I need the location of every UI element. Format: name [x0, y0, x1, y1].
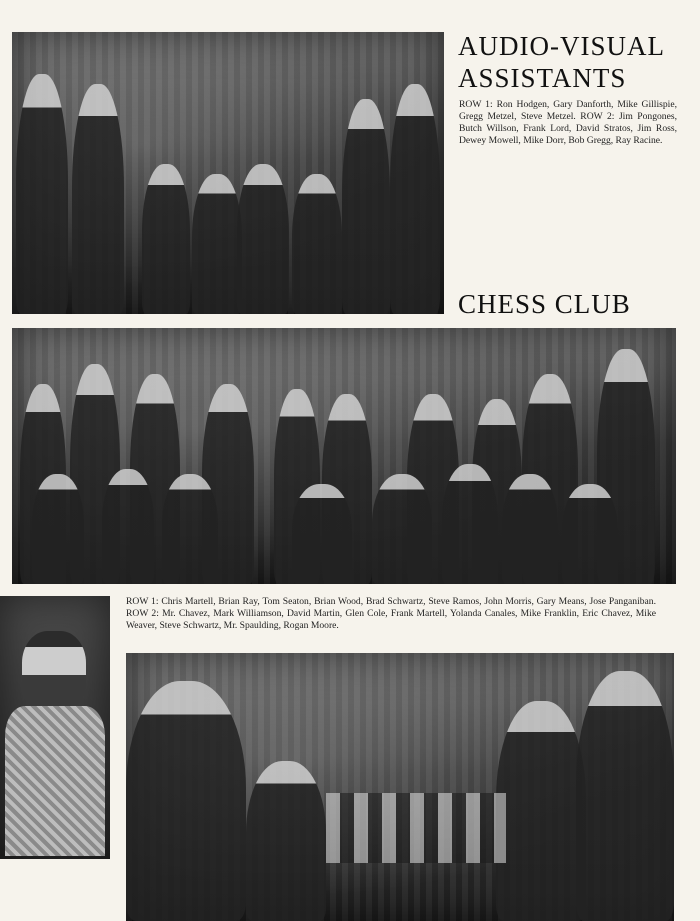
chess-club-caption: ROW 1: Chris Martell, Brian Ray, Tom Seaton, Brian Wood, Brad Schwartz, Steve Ramos, John Morris, Gary Means, Jose Panganiban. ROW 2: Mr. Chavez, Mark Williamson, David Martin, Glen Cole, Frank Martell, Yolanda Canales, Mike Franklin, Eric Chavez, Mike Weaver, Steve Schwartz, Mr. Spaulding, Rogan Moore.: [126, 596, 656, 631]
audio-visual-group-photo: [12, 32, 444, 314]
photo-figures: [12, 32, 444, 314]
audio-visual-title: [458, 30, 665, 94]
photo-figures: [12, 328, 676, 584]
chess-players-photo: [126, 653, 674, 921]
chess-club-group-photo: [12, 328, 676, 584]
audio-visual-caption: ROW 1: Ron Hodgen, Gary Danforth, Mike Gillispie, Gregg Metzel, Steve Metzel. ROW 2: Jim Pongones, Butch Willson, Frank Lord, David Stratos, Jim Ross, Dewey Mowell, Mike Dorr, Bob Gregg, Ray Racine.: [459, 99, 677, 146]
teacher-portrait-photo: [0, 596, 110, 859]
photo-figures: [126, 653, 674, 921]
audio-visual-title-line2: ASSISTANTS: [458, 63, 627, 93]
chess-board: [326, 793, 506, 863]
audio-visual-title-line1: AUDIO-VISUAL: [458, 31, 665, 61]
chess-club-title: CHESS CLUB: [458, 289, 631, 319]
